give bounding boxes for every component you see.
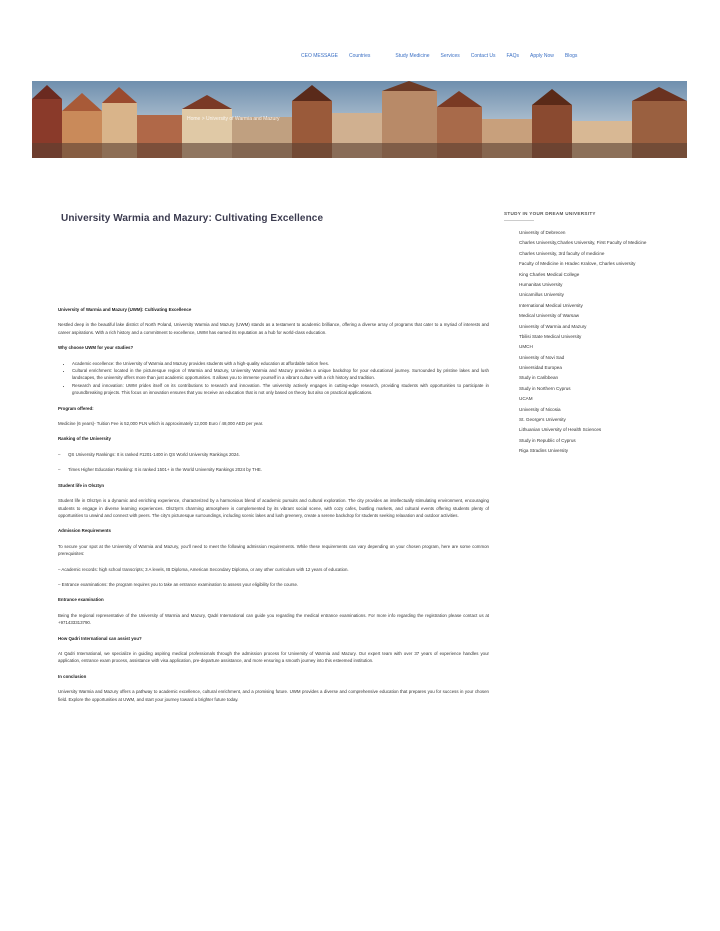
sidebar-link-humanitas[interactable]: Humanitas University [519,281,563,287]
paragraph-programs: Medicine (6 years)- Tuition Fee is 52,000 PLN which is approximately 12,000 Euro / 48,000 AED per year. [58,421,264,427]
sidebar-link-st-georges[interactable]: St. George's University [519,417,566,423]
paragraph-conclusion: University Warmia and Mazury offers a pathway to academic excellence, cultural enrichment, and a promising future. UWM provides a diverse and comprehensive education that prepares you for success in your chosen field. Explore the opportunities at UWM, and start your journey toward a brighter future today. [58,689,489,702]
sidebar-link-nicosia[interactable]: University of Nicosia [519,406,561,412]
hero-cityscape-image [32,81,687,158]
paragraph-student-life: Student life in Olsztyn is a dynamic and enriching experience, characterized by a harmonious blend of academic pursuits and cultural exploration. The city provides an intellectually stimulating environment, encouraging students to engage in diverse learning experiences. Olsztyn's charming atmosphere is complemented by its vibrant social scene, with cozy cafes, bustling markets, and cultural events offering students plenty of opportunities to unwind and connect with peers. The city's picturesque surroundings, including scenic lakes and lush greenery, create a serene backdrop for students seeking relaxation and outdoor activities. [58,498,489,518]
sidebar-link-novi-sad[interactable]: University of Novi Sad [519,354,565,360]
paragraph-intro: Nestled deep in the beautiful lake district of North Poland, University Warmia and Mazury (UWM) stands as a testament to academic brilliance, offering a diverse array of programs that cater to a myriad of interests and career aspirations. With a rich history and a commitment to excellence, UWM has earned its reputation as a hub for world-class education. [58,322,489,335]
heading-exam: Entrance examination [58,597,104,603]
article-content [58,306,489,711]
dash-bullet: – [58,451,61,457]
sidebar-university-list [504,228,684,457]
sidebar-link-charles-third-faculty[interactable]: Charles University, 3rd faculty of medicine [519,250,605,256]
heading-student-life: Student life in Olsztyn [58,482,105,488]
nav-apply-now[interactable]: Apply Now [529,53,554,59]
sidebar-link-warsaw[interactable]: Medical University of Warsaw [519,313,580,319]
sidebar-link-debrecen[interactable]: University of Debrecen [519,230,566,235]
sidebar [504,211,684,457]
sidebar-link-caribbean[interactable]: Study in Caribbean [519,375,559,381]
sidebar-link-hradec-kralove[interactable]: Faculty of Medicine in Hradec Kralove, Charles university [519,261,636,267]
nav-services[interactable]: Services [440,53,460,59]
paragraph-exam: Being the regional representative of the University of Warmia and Mazury, Qadri International can guide you regarding the medical entrance examinations. For more info regarding the registration please contact us at +971433313790. [58,612,489,626]
heading-why: Why choose UWM for your studies? [58,345,134,351]
hero-banner [32,81,687,158]
sidebar-link-unicamillus[interactable]: Unicamillus University [519,292,564,298]
nav-ceo-message[interactable]: CEO MESSAGE [301,53,338,59]
paragraph-admission: To secure your spot at the University of Warmia and Mazury, you'll need to meet the following admission requirements. While these requirements can vary depending on your chosen program, here are some common prerequisites: [58,543,489,557]
paragraph-entrance: – Entrance examinations: the program requires you to take an entrance examination to assess your eligibility for the course. [58,581,299,587]
sidebar-link-northern-cyprus[interactable]: Study in Northern Cyprus [519,385,571,391]
sidebar-link-republic-cyprus[interactable]: Study in Republic of Cyprus [519,437,576,443]
sidebar-divider [504,220,534,221]
heading-admission: Admission Requirements [58,528,111,534]
sidebar-link-king-charles[interactable]: King Charles Medical College [519,271,580,277]
why-list [72,360,489,397]
sidebar-link-lithuanian[interactable]: Lithuanian University of Health Sciences [519,427,602,433]
top-navigation [301,53,588,59]
sidebar-link-ucam[interactable]: UCAM [519,396,533,402]
paragraph-records: – Academic records: high school transcripts; 3 A levels, IB Diploma, American Secondary Diploma, or any other curriculum with 12 years of education. [58,566,349,572]
ranking-item [58,466,489,473]
dash-bullet: – [58,467,61,473]
sidebar-link-riga-stradins[interactable]: Riga Stradins University [519,448,569,454]
sidebar-link-umch[interactable]: UMCH [519,344,533,350]
sidebar-link-warmia-mazury[interactable]: University of Warmia and Mazury [519,323,587,329]
ranking-item [58,451,489,458]
sidebar-link-tbilisi[interactable]: Tbilisi State Medical University [519,333,582,339]
sidebar-title: STUDY IN YOUR DREAM UNIVERSITY [504,211,596,216]
heading-ranking: Ranking of the University [58,436,111,442]
heading-intro: University of Warmia and Mazury (UWM): Cultivating Excellence [58,307,192,312]
hero-breadcrumb: Home > University of Warmia and Mazury [187,116,280,122]
nav-countries[interactable]: Countries [348,53,371,59]
nav-blogs[interactable]: Blogs [564,53,578,59]
sidebar-link-charles-first-faculty[interactable]: Charles University,Charles University, First Faculty of Medicine [519,240,647,246]
page-title: University Warmia and Mazury: Cultivating Excellence [61,213,324,224]
sidebar-link-international-medical[interactable]: International Medical University [519,302,583,308]
nav-faqs[interactable]: FAQs [506,53,519,59]
list-item: • Cultural enrichment: located in the picturesque region of Warmia and Mazury, University Warmia and Mazury provides a unique backdrop for your educational journey. Surrounded by pristine lakes and lush landscapes, the university offers more than just academic opportunities. It allows you to immerse yourself in a vibrant culture with a rich history and tradition. [72,367,489,382]
heading-conclusion: In conclusion [58,673,87,679]
ranking-text: QS University Rankings: It is ranked #1201-1400 in QS World University Rankings 2024. [68,451,240,457]
heading-programs: Program offered: [58,405,94,411]
heading-assist: How Qadri International can assist you? [58,635,142,641]
paragraph-assist: At Qadri International, we specialize in guiding aspiring medical professionals through the admission process for University of Warmia and Mazury. Our expert team with over 37 years of experience handles your application, entrance exam process, assistance with visa application, pre-departure assistance, and more ensuring a smooth journey into this esteemed institution. [58,650,489,664]
list-item: • Research and innovation: UWM prides itself on its contributions to research and innovation. The university actively engages in cutting-edge research, providing students with opportunities to participate in groundbreaking projects. This focus on innovation ensures that you receive an education that is not only based on theory but also on practical applications. [72,382,489,397]
sidebar-link-universidad-europea[interactable]: Universidad Europea [519,365,562,371]
nav-contact-us[interactable]: Contact Us [470,53,496,59]
ranking-text: Times Higher Education Ranking: It is ranked 1501+ in the World University Rankings 2024 by THE. [68,467,263,473]
list-item: • Academic excellence: the University of Warmia and Mazury provides students with a high-quality education at affordable tuition fees. [72,360,489,367]
nav-study-medicine[interactable]: Study Medicine [395,53,430,59]
